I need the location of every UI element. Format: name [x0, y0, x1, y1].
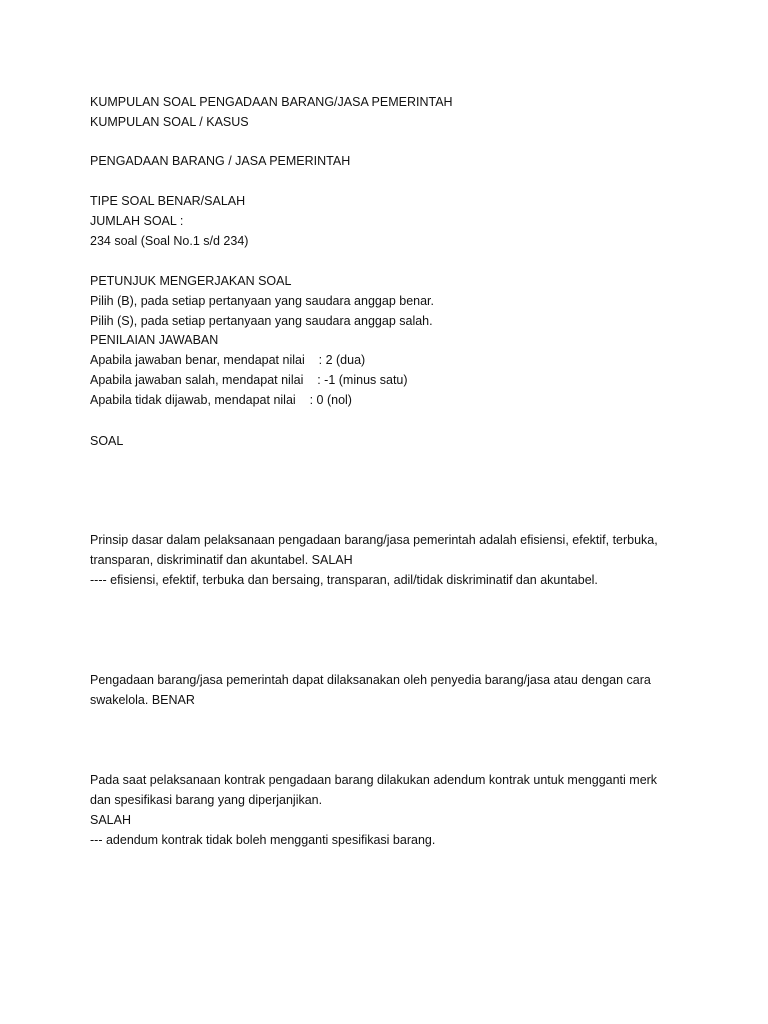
scoring-heading: PENILAIAN JAWABAN [90, 333, 219, 347]
question-1-note: ---- efisiensi, efektif, terbuka dan bersaing, transparan, adil/tidak diskriminatif dan akuntabel. [90, 573, 598, 587]
scoring-correct: Apabila jawaban benar, mendapat nilai : 2 (dua) [90, 353, 366, 367]
question-type: TIPE SOAL BENAR/SALAH [90, 194, 246, 208]
scoring-wrong: Apabila jawaban salah, mendapat nilai : -1 (minus satu) [90, 373, 408, 387]
question-3-line-2: dan spesifikasi barang yang diperjanjikan. [90, 793, 323, 807]
scoring-blank: Apabila tidak dijawab, mendapat nilai : 0 (nol) [90, 393, 352, 407]
instruction-line-true: Pilih (B), pada setiap pertanyaan yang saudara anggap benar. [90, 294, 434, 308]
question-3-line-1: Pada saat pelaksanaan kontrak pengadaan barang dilakukan adendum kontrak untuk mengganti merk [90, 773, 658, 787]
question-count-value: 234 soal (Soal No.1 s/d 234) [90, 234, 249, 248]
document-title: KUMPULAN SOAL PENGADAAN BARANG/JASA PEMERINTAH [90, 95, 453, 109]
section-label: SOAL [90, 434, 124, 448]
question-3-note: --- adendum kontrak tidak boleh mengganti spesifikasi barang. [90, 833, 436, 847]
question-1-line-2: transparan, diskriminatif dan akuntabel. SALAH [90, 553, 353, 567]
question-3-answer: SALAH [90, 813, 131, 827]
question-count-label: JUMLAH SOAL : [90, 214, 184, 228]
document-subtitle: KUMPULAN SOAL / KASUS [90, 115, 249, 129]
question-2-line-1: Pengadaan barang/jasa pemerintah dapat dilaksanakan oleh penyedia barang/jasa atau dengan cara [90, 673, 651, 687]
instruction-line-false: Pilih (S), pada setiap pertanyaan yang saudara anggap salah. [90, 314, 433, 328]
document-subject: PENGADAAN BARANG / JASA PEMERINTAH [90, 154, 351, 168]
instructions-heading: PETUNJUK MENGERJAKAN SOAL [90, 274, 292, 288]
question-1-line-1: Prinsip dasar dalam pelaksanaan pengadaan barang/jasa pemerintah adalah efisiensi, efektif, terbuka, [90, 533, 658, 547]
question-2-line-2: swakelola. BENAR [90, 693, 195, 707]
